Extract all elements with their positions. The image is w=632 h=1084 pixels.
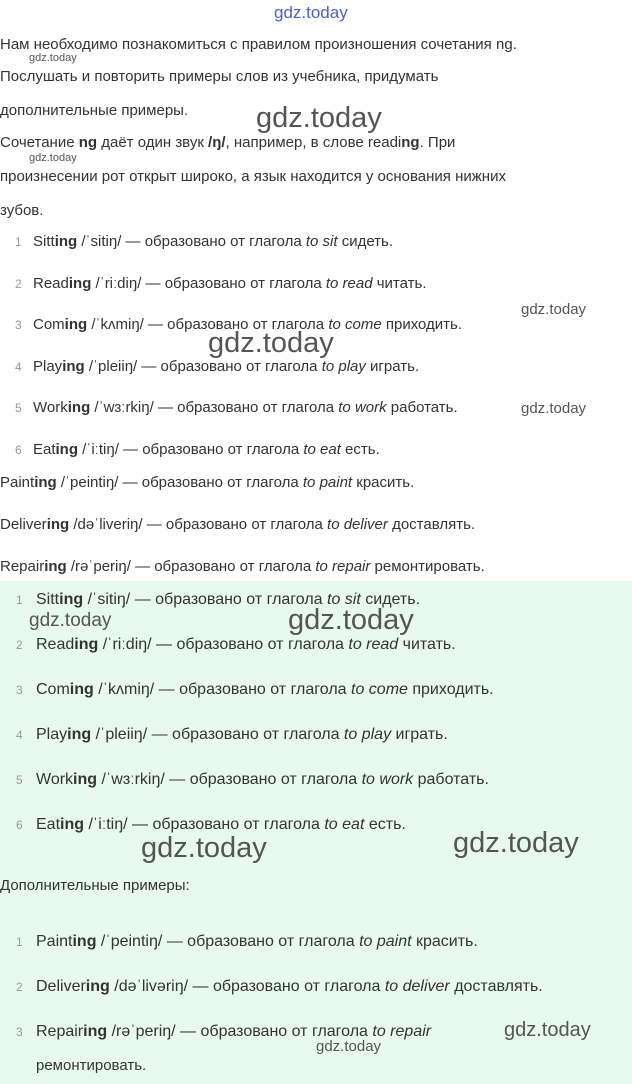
list-number: 2 xyxy=(16,980,23,994)
watermark: gdz.today xyxy=(453,827,579,859)
list-number: 5 xyxy=(16,773,23,787)
rule-line: Сочетание ng даёт один звук /ŋ/, например, в слове reading. При xyxy=(0,134,456,151)
list-number: 6 xyxy=(15,443,22,457)
watermark: gdz.today xyxy=(316,1038,382,1055)
watermark: gdz.today xyxy=(29,52,77,64)
extra-heading: Дополнительные примеры: xyxy=(0,877,190,894)
intro-line-1: Нам необходимо познакомиться с правилом произношения сочетания ng. xyxy=(0,36,517,53)
list-number: 6 xyxy=(16,818,23,832)
watermark: gdz.today xyxy=(208,327,334,359)
watermark: gdz.today xyxy=(141,832,267,864)
intro-line-3: дополнительные примеры. xyxy=(0,102,189,119)
list-number: 1 xyxy=(15,235,22,249)
list-number: 4 xyxy=(16,728,23,742)
site-logo[interactable]: gdz.today xyxy=(274,3,348,22)
list-number: 2 xyxy=(16,638,23,652)
watermark: gdz.today xyxy=(521,301,587,318)
intro-line-5: произнесении рот открыт широко, а язык находится у основания нижних xyxy=(0,168,506,185)
list-number: 5 xyxy=(15,401,22,416)
answer-extra-tail: ремонтировать. xyxy=(36,1057,147,1074)
list-number: 4 xyxy=(15,359,22,374)
watermark: gdz.today xyxy=(29,152,77,164)
list-number: 1 xyxy=(16,593,23,607)
list-number: 1 xyxy=(16,935,23,949)
watermark: gdz.today xyxy=(29,610,112,631)
list-number: 3 xyxy=(16,1025,23,1039)
list-number: 3 xyxy=(15,318,22,333)
list-number: 2 xyxy=(15,276,22,291)
watermark: gdz.today xyxy=(256,102,382,134)
intro-line-2: Послушать и повторить примеры слов из учебника, придумать xyxy=(0,68,439,85)
watermark: gdz.today xyxy=(504,1019,591,1041)
watermark: gdz.today xyxy=(521,400,587,417)
list-number: 3 xyxy=(16,683,23,697)
intro-line-6: зубов. xyxy=(0,202,44,219)
watermark: gdz.today xyxy=(288,604,414,636)
